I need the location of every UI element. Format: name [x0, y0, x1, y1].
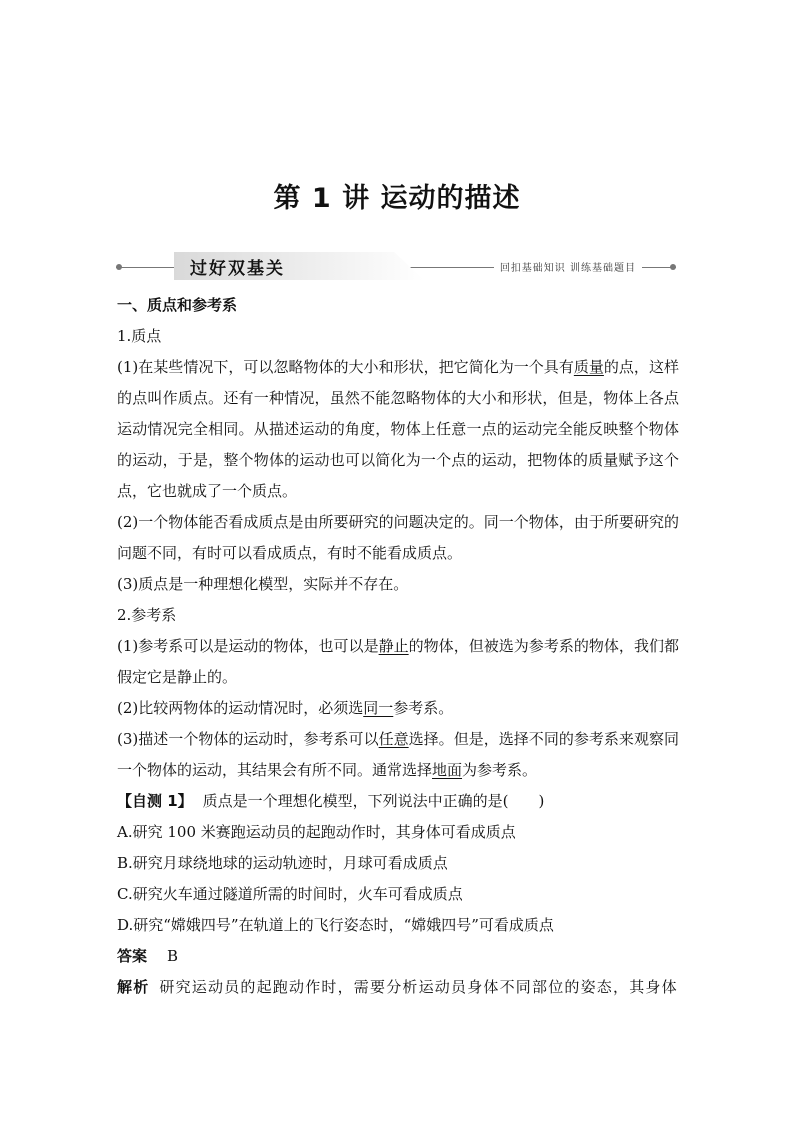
banner-tab-label: 过好双基关	[190, 259, 285, 279]
text: (3)描述一个物体的运动时，参考系可以	[117, 730, 379, 748]
subheading-reference: 2.参考系	[117, 606, 177, 624]
text: (1)参考系可以是运动的物体，也可以是	[117, 637, 379, 655]
answer-label: 答案	[117, 947, 148, 965]
text: 的物体，但被选为参考系的物体，我们都假定它是静止的。	[117, 637, 679, 686]
text: 的点，这样的点叫作质点。还有一种情况，虽然不能忽略物体的大小和形状，但是，物体上各点运动情况完全相同。从描述运动的角度，物体上任意一点的运动完全能反映整个物体的运动，于是，整个物体的运动也可以简化为一个点的运动，把物体的质量赋予这个点，它也就成了一个质点。	[117, 358, 679, 500]
underlined-term: 地面	[432, 761, 463, 779]
paragraph-particle-1	[117, 352, 679, 507]
underlined-term: 任意	[378, 730, 409, 748]
banner-dot-left	[116, 264, 122, 270]
quiz-question	[117, 786, 679, 817]
paragraph-particle-2: (2)一个物体能否看成质点是由所要研究的问题决定的。同一个物体，由于所要研究的问题不同，有时可以看成质点，有时不能看成质点。	[117, 513, 679, 562]
quiz-label: 【自测 1】	[117, 792, 193, 810]
text: 为参考系。	[462, 761, 538, 779]
answer-line	[117, 941, 679, 972]
text: 参考系。	[393, 699, 454, 717]
underlined-term: 静止	[378, 637, 409, 655]
quiz-option-b: B.研究月球绕地球的运动轨迹时，月球可看成质点	[117, 854, 448, 872]
analysis-line	[117, 972, 679, 1003]
text: (1)在某些情况下，可以忽略物体的大小和形状，把它简化为一个具有	[117, 358, 574, 376]
quiz-option-d: D.研究“嫦娥四号”在轨道上的飞行姿态时，“嫦娥四号”可看成质点	[117, 916, 554, 934]
banner-dot-right	[670, 264, 676, 270]
text: 选择。但是，选择不同的参考系来观察同一个物体的运动，其结果会有所不同。通常选择	[117, 730, 679, 779]
main-content	[117, 290, 679, 1003]
underlined-term: 同一	[363, 699, 394, 717]
section-banner	[116, 252, 676, 282]
paragraph-reference-1	[117, 631, 679, 693]
underlined-term: 质量	[573, 358, 604, 376]
quiz-option-a: A.研究 100 米赛跑运动员的起跑动作时，其身体可看成质点	[117, 823, 516, 841]
answer-value: B	[167, 947, 179, 965]
analysis-text: 研究运动员的起跑动作时，需要分析运动员身体不同部位的姿态，其身体	[159, 978, 678, 996]
banner-subtitle: 回扣基础知识 训练基础题目	[494, 259, 642, 274]
paragraph-reference-2	[117, 693, 679, 724]
paragraph-reference-3	[117, 724, 679, 786]
page-title: 第 1 讲 运动的描述	[273, 183, 521, 214]
subheading-particle: 1.质点	[117, 327, 162, 345]
paragraph-particle-3: (3)质点是一种理想化模型，实际并不存在。	[117, 575, 409, 593]
quiz-text: 质点是一个理想化模型，下列说法中正确的是( )	[202, 792, 545, 810]
text: (2)比较两物体的运动情况时，必须选	[117, 699, 364, 717]
quiz-option-c: C.研究火车通过隧道所需的时间时，火车可看成质点	[117, 885, 463, 903]
section-heading: 一、质点和参考系	[117, 296, 238, 314]
analysis-label: 解析	[117, 978, 150, 996]
